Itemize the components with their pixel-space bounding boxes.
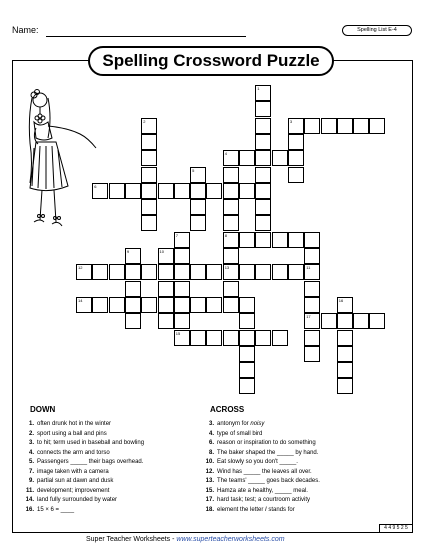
cell-number: 7 [175,232,179,238]
down-clue [24,506,144,516]
crossword-cell[interactable] [255,167,271,183]
crossword-cell[interactable] [304,264,320,280]
clue-number: 2. [28,430,34,437]
clue-text: The baker shaped the _____ by hand. [217,449,319,456]
down-clue [24,487,144,497]
crossword-cell[interactable] [304,297,320,313]
crossword-cell[interactable] [141,118,157,134]
crossword-cell[interactable] [239,264,255,280]
clue-text: antonym for [217,421,251,427]
crossword-cell[interactable] [92,297,108,313]
cell-number: 3 [289,118,293,124]
name-label: Name: [12,25,39,35]
crossword-cell[interactable] [239,313,255,329]
crossword-cell[interactable] [190,167,206,183]
clue-number: 12. [205,468,214,475]
clue-emphasis: I [265,506,267,513]
across-clue [204,496,320,506]
crossword-cell[interactable] [141,183,157,199]
footer-url[interactable]: www.superteacherworksheets.com [176,536,285,543]
crossword-cell[interactable] [174,297,190,313]
crossword-cell[interactable] [255,199,271,215]
crossword-cell[interactable] [288,232,304,248]
crossword-cell[interactable] [239,297,255,313]
crossword-cell[interactable] [337,362,353,378]
crossword-cell[interactable] [337,297,353,313]
crossword-cell[interactable] [255,134,271,150]
clue-number: 6. [208,440,214,446]
crossword-cell[interactable] [255,118,271,134]
clue-number: 4. [28,449,34,456]
clue-text: Passengers _____ their bags overhead. [37,459,144,465]
cell-number: 16 [338,297,344,303]
crossword-cell[interactable] [125,313,141,329]
clue-number: 17. [205,497,214,503]
crossword-cell[interactable] [125,183,141,199]
clue-text: land fully surrounded by water [37,497,118,503]
cell-number: 9 [126,249,130,254]
clue-text: hard task; test; a courtroom activity [217,497,311,503]
crossword-cell[interactable] [92,264,108,280]
clue-number: 3. [28,440,34,446]
crossword-cell[interactable] [288,264,304,280]
crossword-cell[interactable] [190,264,206,280]
across-clue [204,477,320,487]
crossword-cell[interactable] [141,199,157,215]
crossword-cell[interactable] [174,330,190,346]
across-clue [204,468,320,478]
crossword-cell[interactable] [288,167,304,183]
cell-number: 15 [175,330,181,336]
crossword-cell[interactable] [304,330,320,346]
crossword-cell[interactable] [141,297,157,313]
crossword-cell[interactable] [239,183,255,199]
crossword-cell[interactable] [369,118,385,134]
crossword-cell[interactable] [174,248,190,264]
crossword-cell[interactable] [272,150,288,166]
crossword-cell[interactable] [239,330,255,346]
clue-text: often drunk hot in the winter [37,421,112,427]
crossword-cell[interactable] [255,330,271,346]
crossword-cell[interactable] [190,330,206,346]
crossword-cell[interactable] [223,297,239,313]
crossword-cell[interactable] [255,215,271,231]
cell-number: 10 [159,249,164,254]
crossword-cell[interactable] [304,281,320,297]
footer-separator: - [170,536,177,543]
cell-number: 12 [78,265,83,271]
crossword-cell[interactable] [141,167,157,183]
crossword-cell[interactable] [288,118,304,134]
crossword-cell[interactable] [353,313,369,329]
crossword-cell[interactable] [288,134,304,150]
clue-number: 10. [205,459,214,465]
crossword-cell[interactable] [174,281,190,297]
crossword-cell[interactable] [321,118,337,134]
crossword-cell[interactable] [158,281,174,297]
crossword-cell[interactable] [141,215,157,231]
cell-number: 2 [143,118,146,124]
crossword-cell[interactable] [255,232,271,248]
crossword-cell[interactable] [288,150,304,166]
down-heading: DOWN [30,405,56,414]
crossword-cell[interactable] [174,183,190,199]
crossword-cell[interactable] [125,281,141,297]
crossword-cell[interactable] [141,150,157,166]
across-clue [204,458,320,468]
crossword-cell[interactable] [304,313,320,329]
down-clue [24,458,144,468]
cell-number: 14 [78,297,83,303]
crossword-cell[interactable] [125,264,141,280]
crossword-cell[interactable] [190,183,206,199]
crossword-cell[interactable] [369,313,385,329]
crossword-cell[interactable] [223,248,239,264]
across-clue [204,506,320,516]
crossword-cell[interactable] [174,313,190,329]
down-clue [24,449,144,459]
down-clue [24,420,144,430]
crossword-cell[interactable] [353,118,369,134]
clue-emphasis: noisy [250,421,265,427]
down-clue-list [24,420,144,515]
down-clue [24,439,144,449]
crossword-cell[interactable] [125,248,141,264]
crossword-cell[interactable] [206,183,222,199]
clue-text: sport using a ball and pins [37,430,107,437]
crossword-cell[interactable] [272,232,288,248]
cell-number: 11 [306,265,311,271]
crossword-cell[interactable] [255,264,271,280]
clue-text-tail: stands for [266,506,295,513]
clue-number: 11. [25,487,34,494]
clue-text: image taken with a camera [37,468,109,475]
crossword-cell[interactable] [223,232,239,248]
worksheet-code: 4 4 9 5 2 5 [379,524,413,533]
crossword-cell[interactable] [206,330,222,346]
footer-brand: Super Teacher Worksheets [86,536,171,543]
down-clue [24,430,144,440]
crossword-cell[interactable] [337,118,353,134]
crossword-cell[interactable] [223,199,239,215]
across-heading: ACROSS [210,405,245,414]
crossword-cell[interactable] [223,167,239,183]
across-clue [204,439,320,449]
crossword-cell[interactable] [255,101,271,117]
clue-number: 8. [208,449,214,456]
crossword-cell[interactable] [239,346,255,362]
crossword-cell[interactable] [255,183,271,199]
clue-number: 5. [28,459,34,465]
crossword-cell[interactable] [109,297,125,313]
cell-number: 17 [306,314,311,320]
clue-number: 7. [28,468,34,475]
crossword-cell[interactable] [304,248,320,264]
crossword-cell[interactable] [304,118,320,134]
clue-text: type of small bird [217,430,263,437]
crossword-cell[interactable] [158,264,174,280]
clue-text: element the letter [217,506,266,513]
crossword-cell[interactable] [76,264,92,280]
crossword-cell[interactable] [337,313,353,329]
footer [86,536,285,543]
crossword-cell[interactable] [141,134,157,150]
crossword-cell[interactable] [174,264,190,280]
crossword-cell[interactable] [239,150,255,166]
crossword-cell[interactable] [337,346,353,362]
clue-text: 15 × 6 = ____ [37,506,75,513]
crossword-cell[interactable] [304,232,320,248]
crossword-cell[interactable] [223,215,239,231]
crossword-cell[interactable] [158,313,174,329]
crossword-cell[interactable] [109,183,125,199]
across-clue [204,487,320,497]
crossword-cell[interactable] [158,297,174,313]
clue-number: 14. [25,497,34,503]
clue-number: 1. [28,421,34,427]
crossword-cell[interactable] [190,199,206,215]
clue-text: connects the arm and torso [37,449,110,456]
cell-number: 4 [224,151,227,157]
cell-number: 6 [94,183,97,189]
crossword-cell[interactable] [223,330,239,346]
crossword-cell[interactable] [239,362,255,378]
cell-number: 5 [192,167,195,173]
clue-text: Hamza ate a healthy, _____ meal. [217,487,308,494]
cell-number: 8 [224,232,227,238]
crossword-cell[interactable] [206,264,222,280]
across-clue [204,420,320,430]
clue-text: Wind has _____ the leaves all over. [217,468,312,475]
crossword-cell[interactable] [223,264,239,280]
across-clue [204,449,320,459]
crossword-cell[interactable] [125,297,141,313]
crossword-cell[interactable] [255,150,271,166]
clue-number: 3. [208,421,214,427]
down-clue [24,477,144,487]
clue-text: The teams' _____ goes back decades. [217,478,320,484]
crossword-cell[interactable] [239,378,255,394]
crossword-cell[interactable] [223,281,239,297]
crossword-cell[interactable] [321,313,337,329]
clue-text: to hit; term used in baseball and bowling [37,440,145,446]
crossword-cell[interactable] [272,330,288,346]
across-clue-list [204,420,320,515]
clue-text: partial sun at dawn and dusk [37,478,114,484]
crossword-cell[interactable] [92,183,108,199]
cell-number: 13 [224,265,230,271]
down-clue [24,468,144,478]
crossword-cell[interactable] [239,232,255,248]
clue-number: 4. [208,430,214,437]
clue-number: 15. [205,487,214,494]
down-clue [24,496,144,506]
hula-girl-illustration [18,88,118,248]
spelling-list-badge: Spelling List E-4 [342,25,412,36]
crossword-cell[interactable] [190,215,206,231]
across-clue [204,430,320,440]
crossword-cell[interactable] [223,183,239,199]
clue-number: 13. [205,478,214,484]
crossword-cell[interactable] [174,232,190,248]
clue-text: development; improvement [37,487,110,494]
crossword-cell[interactable] [272,264,288,280]
crossword-cell[interactable] [158,183,174,199]
clue-number: 9. [28,478,34,484]
crossword-cell[interactable] [158,248,174,264]
clue-text: reason or inspiration to do something [217,440,316,446]
name-input-line[interactable] [46,36,246,37]
crossword-cell[interactable] [76,297,92,313]
clue-number: 16. [25,506,34,513]
crossword-cell[interactable] [141,264,157,280]
crossword-cell[interactable] [255,85,271,101]
crossword-cell[interactable] [304,346,320,362]
cell-number: 1 [257,86,260,91]
clue-number: 18. [205,506,214,513]
crossword-cell[interactable] [337,378,353,394]
crossword-cell[interactable] [337,330,353,346]
clue-text: Eat slowly so you don't _____. [217,459,298,465]
crossword-cell[interactable] [223,150,239,166]
crossword-cell[interactable] [206,297,222,313]
crossword-cell[interactable] [190,297,206,313]
crossword-cell[interactable] [109,264,125,280]
page-title: Spelling Crossword Puzzle [88,46,334,76]
